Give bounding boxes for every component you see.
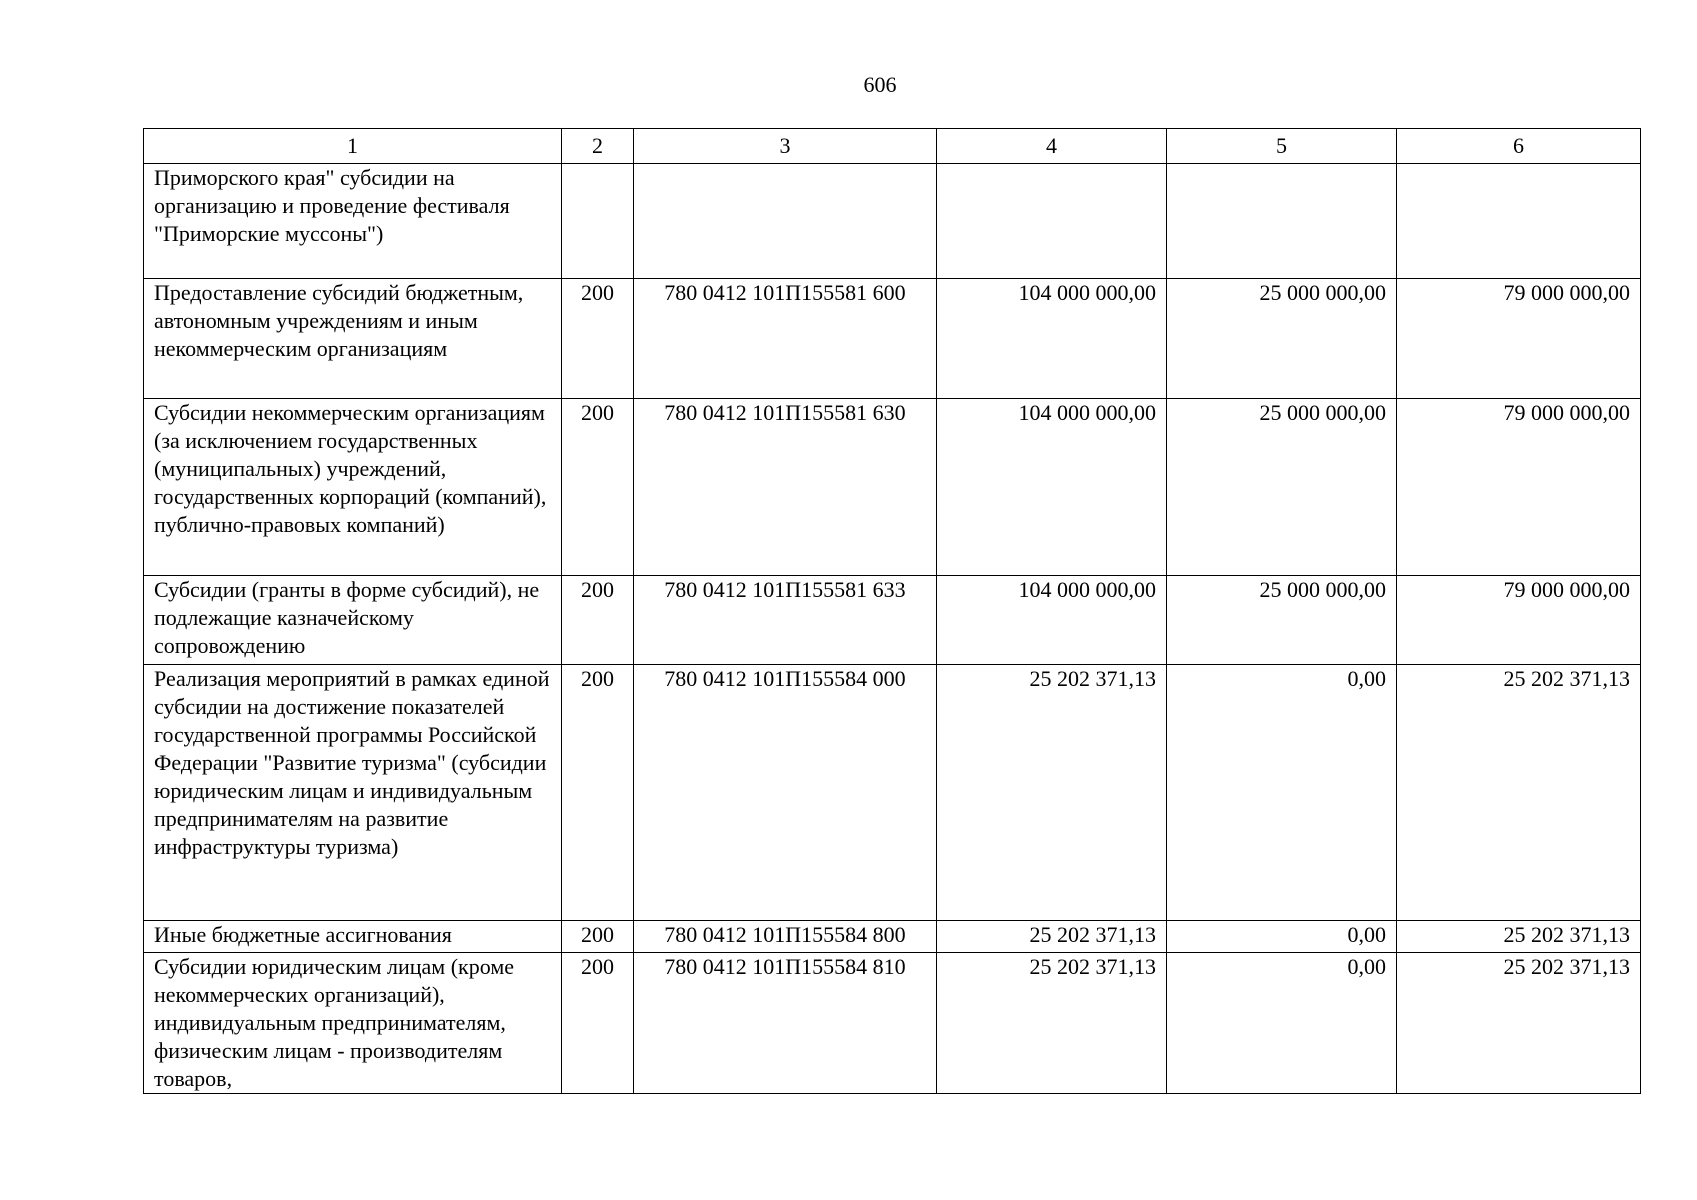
row-admin-cell: 200	[562, 921, 634, 953]
row-code-cell: 780 0412 101П155581 600	[634, 279, 937, 399]
column-header-5: 5	[1167, 129, 1397, 164]
table-row	[144, 921, 1641, 953]
row-code-cell: 780 0412 101П155581 633	[634, 576, 937, 665]
row-name-cell: Субсидии (гранты в форме субсидий), не подлежащие казначейскому сопровождению	[144, 576, 562, 665]
row-amount-col5: 25 000 000,00	[1167, 279, 1397, 399]
row-amount-col4: 104 000 000,00	[937, 576, 1167, 665]
table-row	[144, 665, 1641, 921]
row-amount-col4	[937, 164, 1167, 279]
row-amount-col4: 25 202 371,13	[937, 921, 1167, 953]
row-amount-col4: 25 202 371,13	[937, 953, 1167, 1094]
table-row	[144, 279, 1641, 399]
row-admin-cell: 200	[562, 953, 634, 1094]
row-name-cell: Субсидии юридическим лицам (кроме некоммерческих организаций), индивидуальным предпринимателям, физическим лицам - производителям товаров,	[144, 953, 562, 1094]
budget-table	[143, 128, 1641, 1094]
row-amount-col6: 79 000 000,00	[1397, 279, 1641, 399]
row-admin-cell: 200	[562, 665, 634, 921]
row-admin-cell	[562, 164, 634, 279]
row-code-cell: 780 0412 101П155581 630	[634, 399, 937, 576]
row-amount-col5: 25 000 000,00	[1167, 576, 1397, 665]
row-name-cell: Предоставление субсидий бюджетным, автономным учреждениям и иным некоммерческим организациям	[144, 279, 562, 399]
page-number: 606	[863, 72, 897, 97]
row-code-cell: 780 0412 101П155584 000	[634, 665, 937, 921]
row-amount-col5: 25 000 000,00	[1167, 399, 1397, 576]
column-header-3: 3	[634, 129, 937, 164]
row-admin-cell: 200	[562, 279, 634, 399]
row-amount-col5: 0,00	[1167, 665, 1397, 921]
column-header-6: 6	[1397, 129, 1641, 164]
table-row	[144, 953, 1641, 1094]
row-code-cell	[634, 164, 937, 279]
row-amount-col6: 25 202 371,13	[1397, 665, 1641, 921]
column-header-2: 2	[562, 129, 634, 164]
row-amount-col6: 25 202 371,13	[1397, 921, 1641, 953]
row-name-cell: Приморского края" субсидии на организацию и проведение фестиваля "Приморские муссоны")	[144, 164, 562, 279]
row-admin-cell: 200	[562, 576, 634, 665]
table-row	[144, 164, 1641, 279]
column-header-4: 4	[937, 129, 1167, 164]
row-name-cell: Субсидии некоммерческим организациям (за исключением государственных (муниципальных) учреждений, государственных корпораций (компаний), публично-правовых компаний)	[144, 399, 562, 576]
row-name-cell: Иные бюджетные ассигнования	[144, 921, 562, 953]
row-code-cell: 780 0412 101П155584 800	[634, 921, 937, 953]
row-amount-col5	[1167, 164, 1397, 279]
table-row	[144, 399, 1641, 576]
row-amount-col6: 25 202 371,13	[1397, 953, 1641, 1094]
row-amount-col4: 104 000 000,00	[937, 279, 1167, 399]
row-amount-col6	[1397, 164, 1641, 279]
row-amount-col4: 25 202 371,13	[937, 665, 1167, 921]
row-amount-col5: 0,00	[1167, 921, 1397, 953]
row-admin-cell: 200	[562, 399, 634, 576]
table-header-row	[144, 129, 1641, 164]
column-header-1: 1	[144, 129, 562, 164]
table-row	[144, 576, 1641, 665]
row-code-cell: 780 0412 101П155584 810	[634, 953, 937, 1094]
row-name-cell: Реализация мероприятий в рамках единой субсидии на достижение показателей государственной программы Российской Федерации "Развитие туризма" (субсидии юридическим лицам и индивидуальным предпринимателям на развитие инфраструктуры туризма)	[144, 665, 562, 921]
row-amount-col6: 79 000 000,00	[1397, 576, 1641, 665]
row-amount-col5: 0,00	[1167, 953, 1397, 1094]
row-amount-col4: 104 000 000,00	[937, 399, 1167, 576]
row-amount-col6: 79 000 000,00	[1397, 399, 1641, 576]
